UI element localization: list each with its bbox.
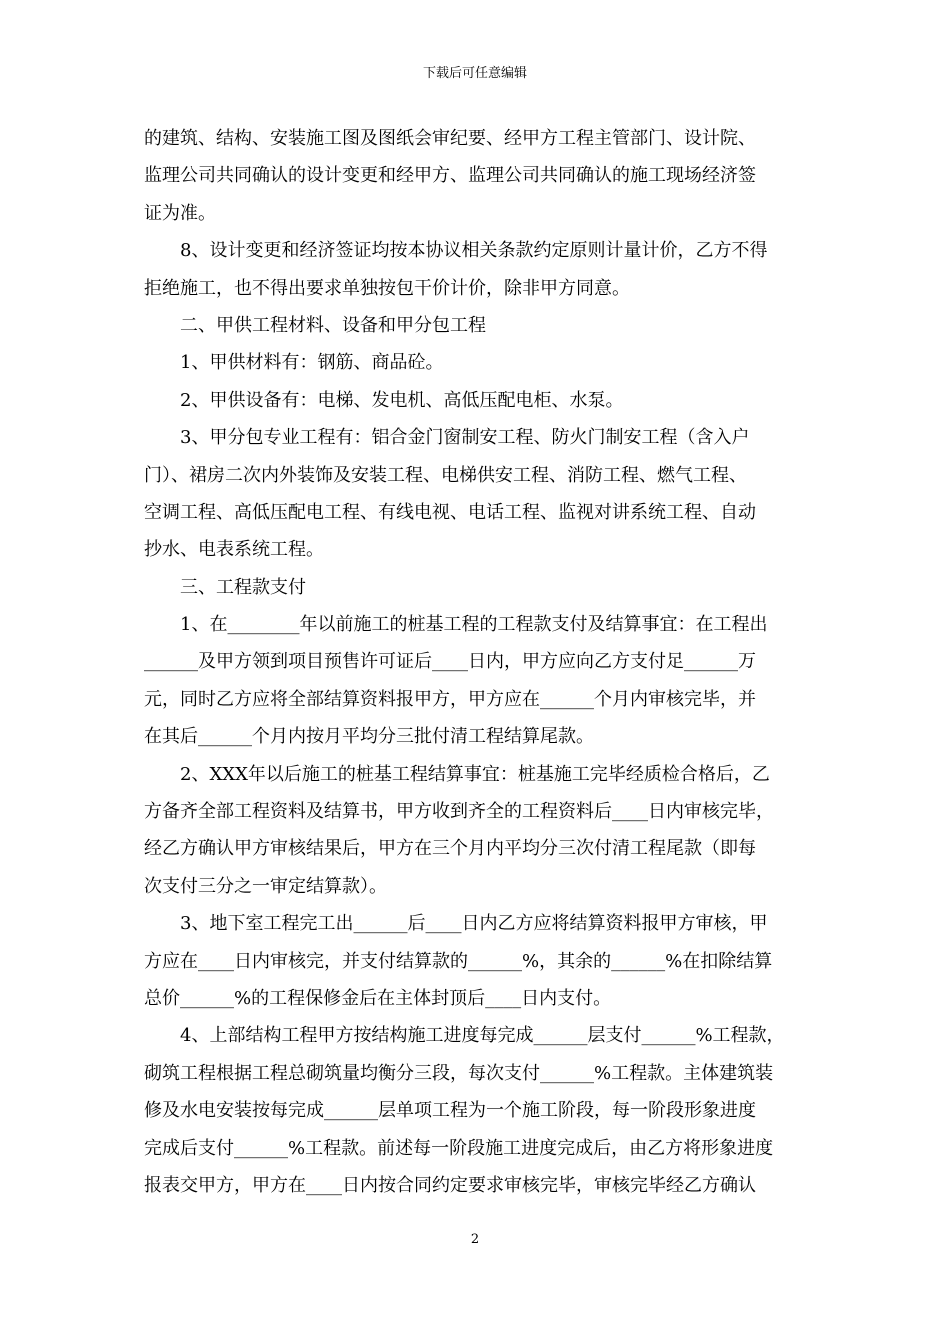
text-line: 元，同时乙方应将全部结算资料报甲方，甲方应在______个月内审核完毕，并 — [144, 688, 756, 710]
text-line: 2、XXX年以后施工的桩基工程结算事宜：桩基施工完毕经质检合格后，乙 — [180, 763, 770, 785]
text-line: 方备齐全部工程资料及结算书，甲方收到齐全的工程资料后____日内审核完毕， — [144, 801, 774, 823]
text-line: 4、上部结构工程甲方按结构施工进度每完成______层支付______%工程款， — [180, 1025, 785, 1047]
text-line: 空调工程、高低压配电工程、有线电视、电话工程、监视对讲系统工程、自动 — [144, 501, 756, 523]
text-line: 完成后支付______%工程款。前述每一阶段施工进度完成后，由乙方将形象进度 — [144, 1137, 774, 1159]
text-line: 抄水、电表系统工程。 — [144, 539, 324, 561]
text-line: 3、甲分包专业工程有：铝合金门窗制安工程、防火门制安工程（含入户 — [180, 427, 750, 449]
text-line: 砌筑工程根据工程总砌筑量均衡分三段，每次支付______%工程款。主体建筑装 — [144, 1062, 774, 1084]
text-line: 经乙方确认甲方审核结果后，甲方在三个月内平均分三次付清工程尾款（即每 — [144, 838, 756, 860]
text-line: 修及水电安装按每完成______层单项工程为一个施工阶段，每一阶段形象进度 — [144, 1100, 756, 1122]
page-number: 2 — [470, 1232, 480, 1247]
text-line: 监理公司共同确认的设计变更和经甲方、监理公司共同确认的施工现场经济签 — [144, 165, 756, 187]
text-line: 8、设计变更和经济签证均按本协议相关条款约定原则计量计价，乙方不得 — [180, 240, 768, 262]
text-line: 3、地下室工程完工出______后____日内乙方应将结算资料报甲方审核，甲 — [180, 913, 768, 935]
text-line: ______及甲方领到项目预售许可证后____日内，甲方应向乙方支付足______万 — [144, 651, 756, 673]
text-line: 方应在____日内审核完，并支付结算款的______%，其余的______%在扣除结算 — [144, 950, 773, 972]
section-heading: 三、工程款支付 — [180, 576, 306, 598]
text-line: 2、甲供设备有：电梯、发电机、高低压配电柜、水泵。 — [180, 389, 624, 411]
text-line: 在其后______个月内按月平均分三批付清工程结算尾款。 — [144, 726, 594, 748]
text-line: 报表交甲方，甲方在____日内按合同约定要求审核完毕，审核完毕经乙方确认 — [144, 1174, 756, 1196]
text-line: 1、甲供材料有：钢筋、商品砼。 — [180, 352, 444, 374]
text-line: 证为准。 — [144, 202, 216, 224]
document-body — [144, 120, 808, 1204]
text-line: 拒绝施工，也不得出要求单独按包干价计价，除非甲方同意。 — [144, 277, 630, 299]
page-header: 下载后可任意编辑 — [422, 66, 527, 81]
text-line: 总价______%的工程保修金后在主体封顶后____日内支付。 — [144, 987, 612, 1009]
text-line: 的建筑、结构、安装施工图及图纸会审纪要、经甲方工程主管部门、设计院、 — [144, 128, 756, 149]
section-heading: 二、甲供工程材料、设备和甲分包工程 — [180, 314, 486, 336]
text-line: 门）、裙房二次内外装饰及安装工程、电梯供安工程、消防工程、燃气工程、 — [144, 464, 747, 486]
text-line: 1、在________年以前施工的桩基工程的工程款支付及结算事宜：在工程出 — [180, 614, 768, 636]
text-line: 次支付三分之一审定结算款）。 — [144, 875, 387, 897]
